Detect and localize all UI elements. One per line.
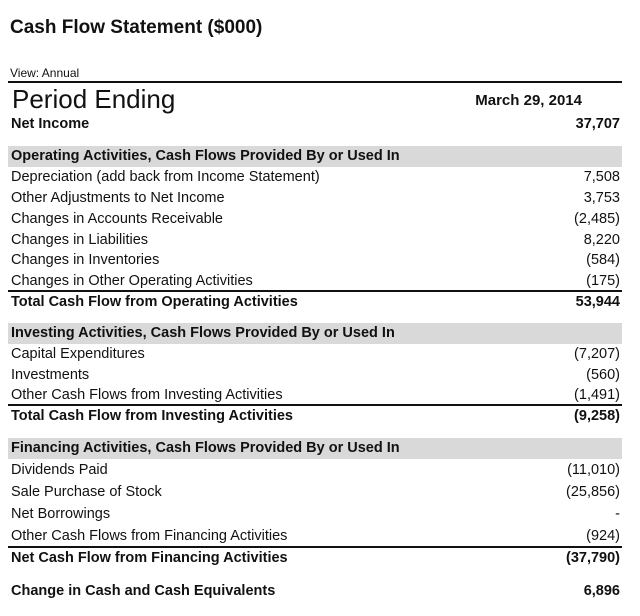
row-value: 37,707 <box>575 116 620 132</box>
row-label: Capital Expenditures <box>11 346 145 362</box>
operating-total-row <box>8 290 622 313</box>
row-value: 53,944 <box>575 294 620 310</box>
row-label: Changes in Accounts Receivable <box>11 211 223 227</box>
view-selector[interactable]: View: Annual <box>10 66 80 80</box>
row-value: (9,258) <box>574 408 620 424</box>
row-value: (1,491) <box>574 387 620 403</box>
row-value: (7,207) <box>574 346 620 362</box>
page-title: Cash Flow Statement ($000) <box>10 17 263 38</box>
operating-section-header <box>8 146 622 167</box>
row-value: (37,790) <box>565 550 620 566</box>
financing-total-row <box>8 546 622 569</box>
row-value: (924) <box>586 528 620 544</box>
financing-section-header <box>8 438 622 459</box>
row-value: 3,753 <box>583 190 620 206</box>
row-value: 7,508 <box>583 169 620 185</box>
table-row <box>8 250 622 271</box>
row-label: Changes in Inventories <box>11 252 160 268</box>
row-value: (560) <box>586 367 620 383</box>
row-value: (2,485) <box>574 211 620 227</box>
row-label: Changes in Other Operating Activities <box>11 273 253 289</box>
section-header-label: Investing Activities, Cash Flows Provided By or Used In <box>11 325 395 341</box>
net-income-row <box>8 114 622 135</box>
row-label: Net Borrowings <box>11 506 111 522</box>
row-label: Other Cash Flows from Financing Activities <box>11 528 288 544</box>
row-value: (175) <box>586 273 620 289</box>
section-header-label: Financing Activities, Cash Flows Provided By or Used In <box>11 440 400 456</box>
row-label: Other Cash Flows from Investing Activities <box>11 387 283 403</box>
header-divider <box>8 81 622 83</box>
row-label: Sale Purchase of Stock <box>11 484 162 500</box>
table-row <box>8 482 622 503</box>
row-label: Depreciation (add back from Income Statement) <box>11 169 320 185</box>
row-label: Other Adjustments to Net Income <box>11 190 225 206</box>
row-value: 8,220 <box>583 232 620 248</box>
table-row <box>8 365 622 386</box>
row-label: Dividends Paid <box>11 462 108 478</box>
row-value: 6,896 <box>583 583 620 599</box>
row-value: (11,010) <box>567 462 620 478</box>
table-row <box>8 230 622 251</box>
row-value: (25,856) <box>565 484 620 500</box>
period-header: Period Ending <box>12 84 176 114</box>
row-label: Change in Cash and Cash Equivalents <box>11 583 276 599</box>
row-value: - <box>615 506 620 522</box>
row-value: (584) <box>586 252 620 268</box>
table-row <box>8 504 622 525</box>
row-label: Net Cash Flow from Financing Activities <box>11 550 288 566</box>
table-row <box>8 271 622 292</box>
row-label: Investments <box>11 367 90 383</box>
row-label: Total Cash Flow from Investing Activities <box>11 408 293 424</box>
table-row <box>8 460 622 481</box>
change-in-cash-row <box>8 581 622 602</box>
period-date: March 29, 2014 <box>475 92 582 109</box>
investing-section-header <box>8 323 622 344</box>
table-row <box>8 209 622 230</box>
investing-total-row <box>8 404 622 427</box>
table-row <box>8 385 622 406</box>
row-label: Changes in Liabilities <box>11 232 149 248</box>
table-row <box>8 188 622 209</box>
row-label: Net Income <box>11 116 90 132</box>
table-row <box>8 344 622 365</box>
table-row <box>8 526 622 547</box>
row-label: Total Cash Flow from Operating Activities <box>11 294 298 310</box>
section-header-label: Operating Activities, Cash Flows Provided By or Used In <box>11 148 400 164</box>
table-row <box>8 167 622 188</box>
